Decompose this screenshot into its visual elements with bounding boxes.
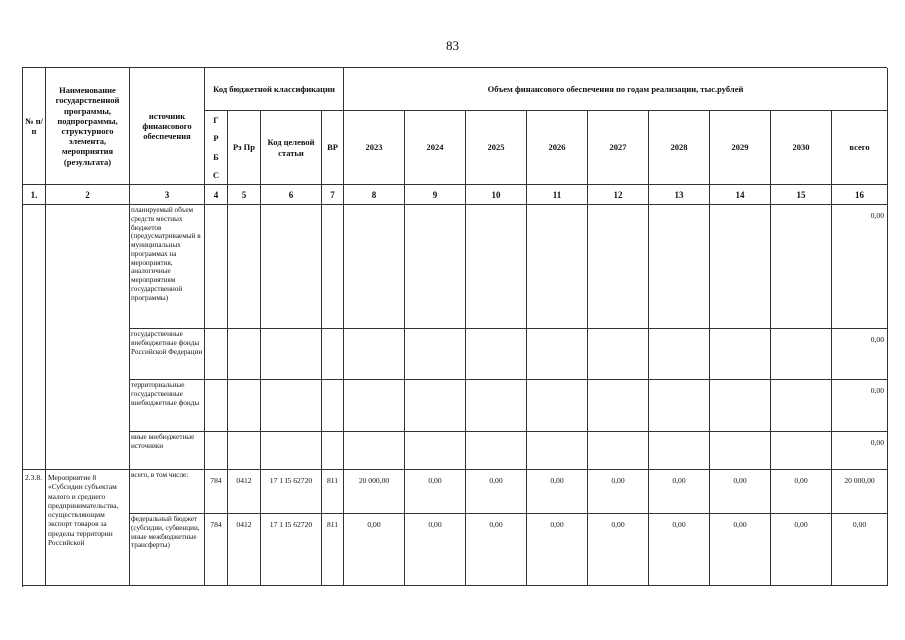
empty-cell	[405, 329, 466, 380]
empty-cell	[527, 432, 588, 470]
empty-cell	[527, 205, 588, 329]
empty-cell	[344, 432, 405, 470]
year-value-cell: 0,00	[344, 514, 405, 586]
year-value-cell: 0,00	[405, 514, 466, 586]
measure-name: Мероприятие 8 «Субсидии субъектам малого и среднего предпринимательства, осуществляющим экспорт товаров за пределы территории Российской	[46, 470, 130, 586]
vr-cell: 811	[322, 470, 344, 514]
empty-cell	[322, 205, 344, 329]
total-cell: 0,00	[832, 205, 888, 329]
empty-cell	[710, 432, 771, 470]
empty-cell	[261, 329, 322, 380]
year-value-cell: 0,00	[771, 514, 832, 586]
grbs-letter: С	[212, 169, 220, 180]
header-year-2026: 2026	[527, 111, 588, 185]
empty-cell	[527, 329, 588, 380]
header-kcs: Код целевой статьи	[261, 111, 322, 185]
source-cell: территориальные государственные внебюджетные фонды	[130, 380, 205, 432]
column-number: 6	[261, 185, 322, 205]
empty-cell	[405, 380, 466, 432]
empty-cell	[228, 205, 261, 329]
empty-cell	[649, 205, 710, 329]
header-grbs	[205, 111, 228, 185]
header-name: Наименование государственной программы, подпрограммы, структурного элемента, мероприятия (результата)	[46, 68, 130, 185]
year-value-cell: 0,00	[588, 470, 649, 514]
empty-cell	[710, 380, 771, 432]
total-cell: 0,00	[832, 329, 888, 380]
empty-cell	[228, 329, 261, 380]
empty-cell	[405, 432, 466, 470]
empty-cell	[466, 432, 527, 470]
column-number: 11	[527, 185, 588, 205]
empty-cell	[649, 380, 710, 432]
empty-cell	[771, 380, 832, 432]
year-value-cell: 0,00	[649, 514, 710, 586]
column-number: 3	[130, 185, 205, 205]
source-cell: государственные внебюджетные фонды Российской Федерации	[130, 329, 205, 380]
empty-cell	[205, 380, 228, 432]
empty-cell	[588, 432, 649, 470]
header-funding: Объем финансового обеспечения по годам реализации, тыс.рублей	[344, 68, 888, 111]
empty-cell	[205, 205, 228, 329]
grbs-letter: Г	[213, 115, 219, 126]
empty-cell	[228, 432, 261, 470]
empty-cell	[466, 380, 527, 432]
header-no: № п/п	[23, 68, 46, 185]
header-year-2030: 2030	[771, 111, 832, 185]
header-year-2029: 2029	[710, 111, 771, 185]
empty-cell	[405, 205, 466, 329]
page-number: 83	[446, 38, 459, 53]
continuation-name-cell	[46, 205, 130, 470]
year-value-cell: 0,00	[710, 470, 771, 514]
empty-cell	[588, 380, 649, 432]
header-vr: ВР	[322, 111, 344, 185]
total-cell: 20 000,00	[832, 470, 888, 514]
source-cell: планируемый объем средств местных бюджетов (предусматриваемый в муниципальных программах на мероприятия, аналогичные мероприятиям государственной программы)	[130, 205, 205, 329]
header-year-2025: 2025	[466, 111, 527, 185]
grbs-cell: 784	[205, 470, 228, 514]
year-value-cell: 0,00	[588, 514, 649, 586]
year-value-cell: 0,00	[466, 514, 527, 586]
header-year-2027: 2027	[588, 111, 649, 185]
year-value-cell: 0,00	[405, 470, 466, 514]
header-source: источник финансового обеспечения	[130, 68, 205, 185]
total-cell: 0,00	[832, 432, 888, 470]
kcs-cell: 17 1 I5 62720	[261, 470, 322, 514]
source-cell: иные внебюджетные источники	[130, 432, 205, 470]
empty-cell	[771, 432, 832, 470]
empty-cell	[771, 329, 832, 380]
header-total: всего	[832, 111, 888, 185]
empty-cell	[588, 205, 649, 329]
empty-cell	[261, 380, 322, 432]
budget-table	[22, 67, 887, 587]
source-cell: федеральный бюджет (субсидии, субвенции, иные межбюджетные трансферты)	[130, 514, 205, 586]
year-value-cell: 0,00	[527, 470, 588, 514]
column-number: 5	[228, 185, 261, 205]
source-cell: всего, в том числе:	[130, 470, 205, 514]
total-cell: 0,00	[832, 514, 888, 586]
grbs-cell: 784	[205, 514, 228, 586]
measure-number: 2.3.8.	[23, 470, 46, 586]
empty-cell	[205, 432, 228, 470]
column-number: 13	[649, 185, 710, 205]
empty-cell	[228, 380, 261, 432]
vr-cell: 811	[322, 514, 344, 586]
empty-cell	[322, 432, 344, 470]
year-value-cell: 0,00	[527, 514, 588, 586]
year-value-cell: 0,00	[649, 470, 710, 514]
empty-cell	[649, 329, 710, 380]
column-number: 7	[322, 185, 344, 205]
column-number: 10	[466, 185, 527, 205]
empty-cell	[649, 432, 710, 470]
year-value-cell: 0,00	[771, 470, 832, 514]
grbs-letter: Б	[213, 151, 219, 162]
empty-cell	[261, 432, 322, 470]
column-number: 2	[46, 185, 130, 205]
empty-cell	[322, 329, 344, 380]
empty-cell	[710, 329, 771, 380]
kcs-cell: 17 1 I5 62720	[261, 514, 322, 586]
grbs-letter: Р	[213, 133, 219, 144]
empty-cell	[771, 205, 832, 329]
empty-cell	[322, 380, 344, 432]
column-number: 12	[588, 185, 649, 205]
empty-cell	[344, 205, 405, 329]
year-value-cell: 0,00	[466, 470, 527, 514]
header-year-2028: 2028	[649, 111, 710, 185]
year-value-cell: 0,00	[710, 514, 771, 586]
column-number: 1.	[23, 185, 46, 205]
empty-cell	[205, 329, 228, 380]
column-number: 15	[771, 185, 832, 205]
column-number: 4	[205, 185, 228, 205]
column-number: 14	[710, 185, 771, 205]
empty-cell	[710, 205, 771, 329]
empty-cell	[466, 329, 527, 380]
empty-cell	[588, 329, 649, 380]
empty-cell	[261, 205, 322, 329]
column-number: 16	[832, 185, 888, 205]
header-kbk: Код бюджетной классификации	[205, 68, 344, 111]
rzpr-cell: 0412	[228, 470, 261, 514]
header-year-2024: 2024	[405, 111, 466, 185]
empty-cell	[466, 205, 527, 329]
header-year-2023: 2023	[344, 111, 405, 185]
empty-cell	[344, 380, 405, 432]
continuation-no-cell	[23, 205, 46, 470]
empty-cell	[344, 329, 405, 380]
total-cell: 0,00	[832, 380, 888, 432]
year-value-cell: 20 000,00	[344, 470, 405, 514]
column-number: 8	[344, 185, 405, 205]
header-rzpr: Рз Пр	[228, 111, 261, 185]
column-number: 9	[405, 185, 466, 205]
rzpr-cell: 0412	[228, 514, 261, 586]
empty-cell	[527, 380, 588, 432]
